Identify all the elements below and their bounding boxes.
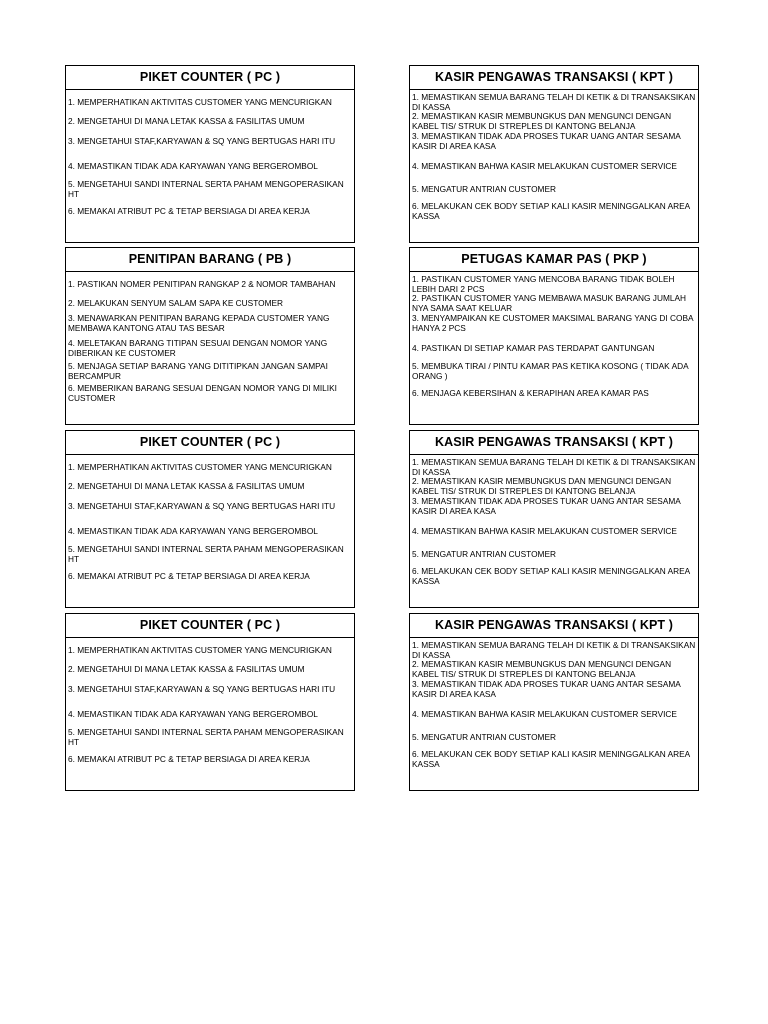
duty-item: 6. MEMAKAI ATRIBUT PC & TETAP BERSIAGA DI AREA KERJA	[68, 571, 310, 582]
card-piket-counter	[65, 65, 355, 243]
duty-item: 5. MENGETAHUI SANDI INTERNAL SERTA PAHAM MENGOPERASIKAN HT	[68, 178, 344, 199]
duty-item: 5. MENGATUR ANTRIAN CUSTOMER	[412, 183, 556, 194]
duty-item: 2. MEMASTIKAN KASIR MEMBUNGKUS DAN MENGUNCI DENGAN KABEL TIS/ STRUK DI STREPLES DI KANTONG BELANJA	[412, 475, 672, 496]
duty-item: 1. MEMPERHATIKAN AKTIVITAS CUSTOMER YANG MENCURIGKAN	[68, 644, 332, 655]
card-title: PIKET COUNTER ( PC )	[66, 431, 354, 455]
card-piket-counter	[65, 613, 355, 791]
duty-item: 1. MEMASTIKAN SEMUA BARANG TELAH DI KETIK & DI TRANSAKSIKAN DI KASSA	[412, 91, 696, 112]
duty-item: 1. MEMPERHATIKAN AKTIVITAS CUSTOMER YANG MENCURIGKAN	[68, 96, 332, 107]
card-kasir-pengawas-transaksi	[409, 65, 699, 243]
card-title: KASIR PENGAWAS TRANSAKSI ( KPT )	[410, 66, 698, 90]
duty-item: 4. MELETAKAN BARANG TITIPAN SESUAI DENGAN NOMOR YANG DIBERIKAN KE CUSTOMER	[68, 337, 328, 358]
duty-item: 4. MEMASTIKAN TIDAK ADA KARYAWAN YANG BERGEROMBOL	[68, 525, 318, 536]
card-kasir-pengawas-transaksi	[409, 613, 699, 791]
duty-item: 3. MEMASTIKAN TIDAK ADA PROSES TUKAR UANG ANTAR SESAMA KASIR DI AREA KASA	[412, 496, 681, 516]
duty-item: 5. MENGATUR ANTRIAN CUSTOMER	[412, 731, 556, 742]
duty-item: 2. PASTIKAN CUSTOMER YANG MEMBAWA MASUK BARANG JUMLAH NYA SAMA SAAT KELUAR	[412, 292, 686, 313]
duty-item: 5. MENGATUR ANTRIAN CUSTOMER	[412, 548, 556, 559]
card-petugas-kamar-pas	[409, 247, 699, 425]
duty-item: 3. MEMASTIKAN TIDAK ADA PROSES TUKAR UANG ANTAR SESAMA KASIR DI AREA KASA	[412, 679, 681, 699]
card-title: PENITIPAN BARANG ( PB )	[66, 248, 354, 272]
card-title: PETUGAS KAMAR PAS ( PKP )	[410, 248, 698, 272]
duty-item: 3. MENGETAHUI STAF,KARYAWAN & SQ YANG BERTUGAS HARI ITU	[68, 684, 336, 695]
card-title: PIKET COUNTER ( PC )	[66, 614, 354, 638]
duty-item: 1. PASTIKAN CUSTOMER YANG MENCOBA BARANG TIDAK BOLEH LEBIH DARI 2 PCS	[412, 273, 675, 294]
duty-item: 4. MEMASTIKAN TIDAK ADA KARYAWAN YANG BERGEROMBOL	[68, 708, 318, 719]
duty-item: 5. MEMBUKA TIRAI / PINTU KAMAR PAS KETIKA KOSONG ( TIDAK ADA ORANG )	[412, 360, 689, 381]
card-penitipan-barang	[65, 247, 355, 425]
duty-item: 1. MEMASTIKAN SEMUA BARANG TELAH DI KETIK & DI TRANSAKSIKAN DI KASSA	[412, 639, 696, 660]
duty-item: 6. MELAKUKAN CEK BODY SETIAP KALI KASIR MENINGGALKAN AREA KASSA	[412, 749, 690, 769]
duty-item: 6. MEMBERIKAN BARANG SESUAI DENGAN NOMOR YANG DI MILIKI CUSTOMER	[68, 383, 337, 403]
duty-item: 6. MENJAGA KEBERSIHAN & KERAPIHAN AREA KAMAR PAS	[412, 388, 649, 399]
card-title: KASIR PENGAWAS TRANSAKSI ( KPT )	[410, 614, 698, 638]
duty-item: 2. MENGETAHUI DI MANA LETAK KASSA & FASILITAS UMUM	[68, 480, 305, 491]
duty-item: 4. PASTIKAN DI SETIAP KAMAR PAS TERDAPAT GANTUNGAN	[412, 342, 655, 353]
duty-item: 2. MEMASTIKAN KASIR MEMBUNGKUS DAN MENGUNCI DENGAN KABEL TIS/ STRUK DI STREPLES DI KANTONG BELANJA	[412, 110, 672, 131]
duty-item: 1. MEMASTIKAN SEMUA BARANG TELAH DI KETIK & DI TRANSAKSIKAN DI KASSA	[412, 456, 696, 477]
duty-item: 3. MEMASTIKAN TIDAK ADA PROSES TUKAR UANG ANTAR SESAMA KASIR DI AREA KASA	[412, 131, 681, 151]
duty-item: 5. MENJAGA SETIAP BARANG YANG DITITIPKAN JANGAN SAMPAI BERCAMPUR	[68, 360, 328, 381]
duty-item: 6. MELAKUKAN CEK BODY SETIAP KALI KASIR MENINGGALKAN AREA KASSA	[412, 201, 690, 221]
duty-item: 6. MEMAKAI ATRIBUT PC & TETAP BERSIAGA DI AREA KERJA	[68, 206, 310, 217]
card-piket-counter	[65, 430, 355, 608]
duty-item: 2. MENGETAHUI DI MANA LETAK KASSA & FASILITAS UMUM	[68, 115, 305, 126]
card-title: PIKET COUNTER ( PC )	[66, 66, 354, 90]
duty-item: 4. MEMASTIKAN BAHWA KASIR MELAKUKAN CUSTOMER SERVICE	[412, 160, 677, 171]
duty-item: 4. MEMASTIKAN BAHWA KASIR MELAKUKAN CUSTOMER SERVICE	[412, 525, 677, 536]
duty-item: 5. MENGETAHUI SANDI INTERNAL SERTA PAHAM MENGOPERASIKAN HT	[68, 543, 344, 564]
card-kasir-pengawas-transaksi	[409, 430, 699, 608]
duty-item: 3. MENGETAHUI STAF,KARYAWAN & SQ YANG BERTUGAS HARI ITU	[68, 501, 336, 512]
duty-item: 3. MENYAMPAIKAN KE CUSTOMER MAKSIMAL BARANG YANG DI COBA HANYA 2 PCS	[412, 313, 694, 333]
duty-item: 2. MELAKUKAN SENYUM SALAM SAPA KE CUSTOMER	[68, 297, 284, 308]
duty-item: 1. MEMPERHATIKAN AKTIVITAS CUSTOMER YANG MENCURIGKAN	[68, 461, 332, 472]
duty-item: 2. MEMASTIKAN KASIR MEMBUNGKUS DAN MENGUNCI DENGAN KABEL TIS/ STRUK DI STREPLES DI KANTONG BELANJA	[412, 658, 672, 679]
duty-item: 2. MENGETAHUI DI MANA LETAK KASSA & FASILITAS UMUM	[68, 663, 305, 674]
duty-item: 4. MEMASTIKAN TIDAK ADA KARYAWAN YANG BERGEROMBOL	[68, 160, 318, 171]
card-title: KASIR PENGAWAS TRANSAKSI ( KPT )	[410, 431, 698, 455]
duty-item: 6. MEMAKAI ATRIBUT PC & TETAP BERSIAGA DI AREA KERJA	[68, 754, 310, 765]
duty-item: 5. MENGETAHUI SANDI INTERNAL SERTA PAHAM MENGOPERASIKAN HT	[68, 726, 344, 747]
duty-item: 3. MENAWARKAN PENITIPAN BARANG KEPADA CUSTOMER YANG MEMBAWA KANTONG ATAU TAS BESAR	[68, 313, 330, 333]
duty-item: 6. MELAKUKAN CEK BODY SETIAP KALI KASIR MENINGGALKAN AREA KASSA	[412, 566, 690, 586]
duty-item: 4. MEMASTIKAN BAHWA KASIR MELAKUKAN CUSTOMER SERVICE	[412, 708, 677, 719]
duty-item: 3. MENGETAHUI STAF,KARYAWAN & SQ YANG BERTUGAS HARI ITU	[68, 136, 336, 147]
duty-item: 1. PASTIKAN NOMER PENITIPAN RANGKAP 2 & NOMOR TAMBAHAN	[68, 278, 336, 289]
